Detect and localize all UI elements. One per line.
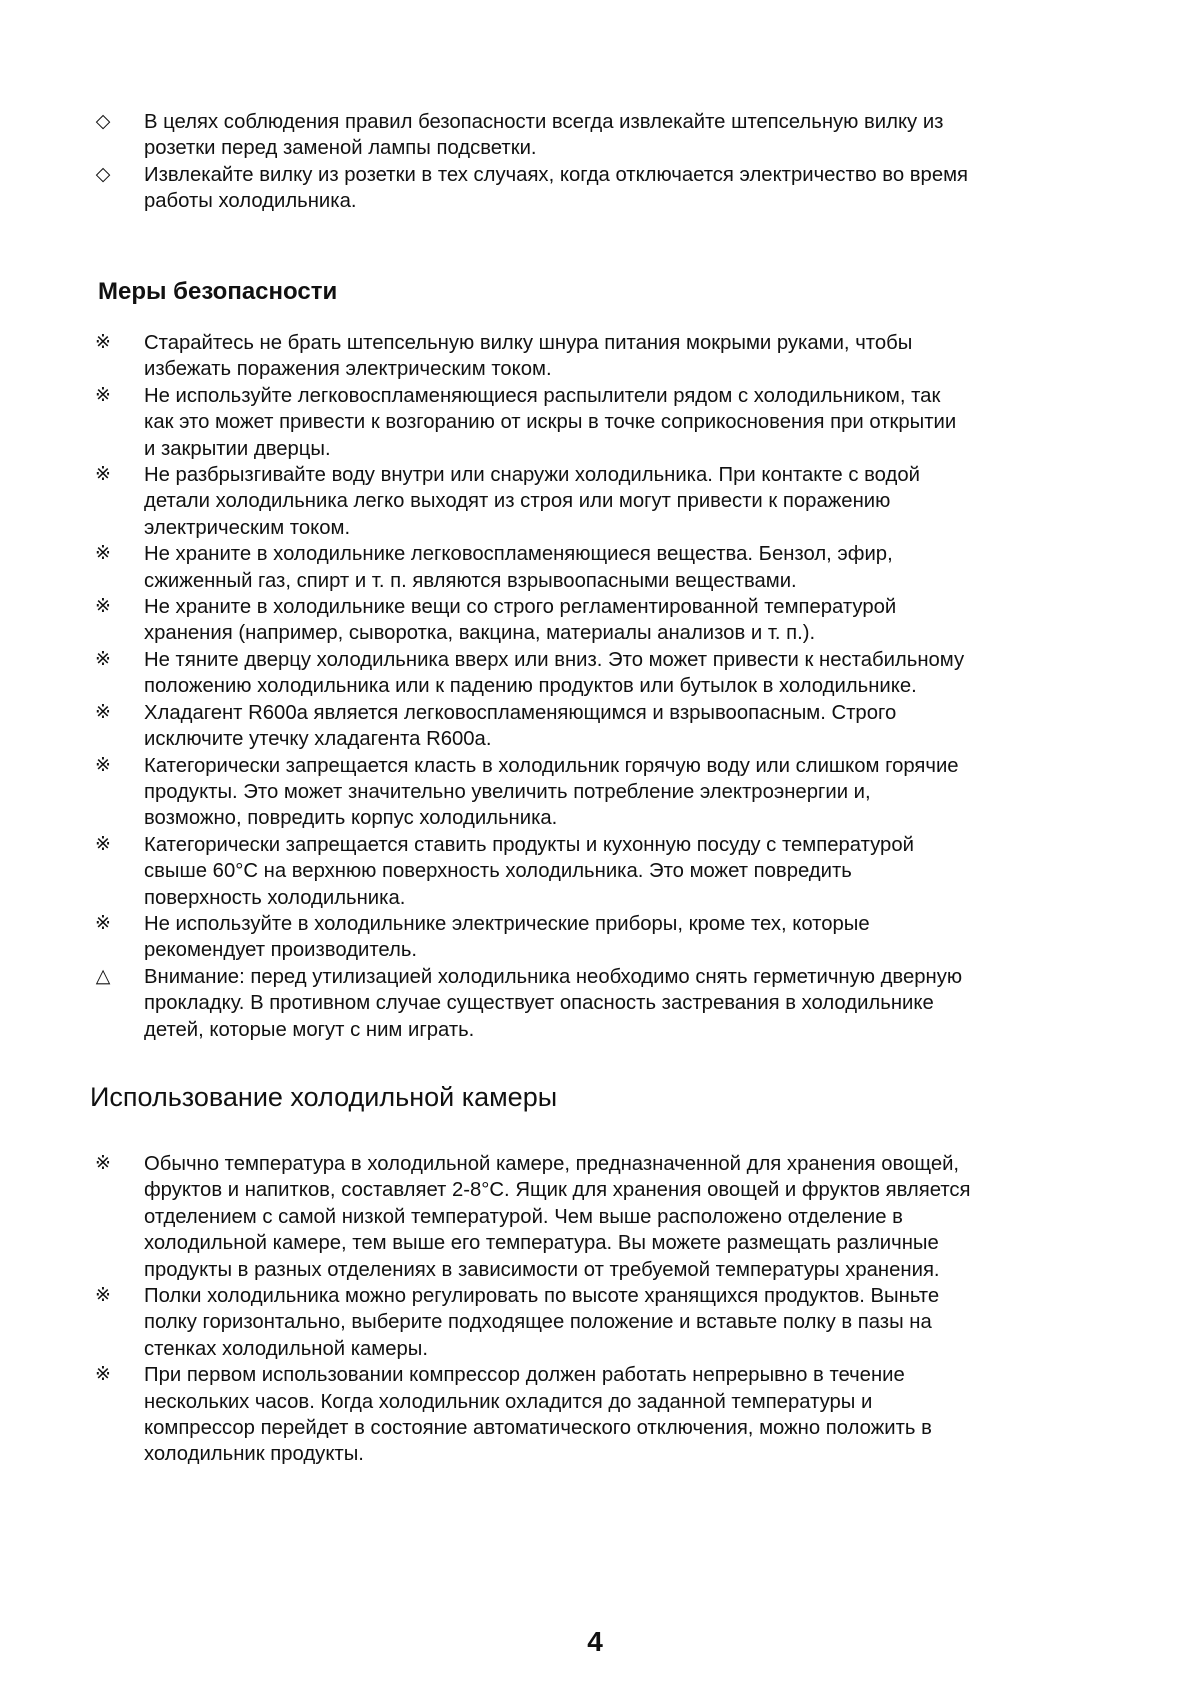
text-line: нескольких часов. Когда холодильник охладится до заданной температуры и	[144, 1390, 873, 1413]
fridge-heading: Использование холодильной камеры	[90, 1082, 558, 1112]
item-text	[144, 1151, 1190, 1283]
text-line: работы холодильника.	[144, 190, 357, 213]
reference-mark-icon: ※	[95, 464, 111, 486]
fridge-usage-list	[0, 1151, 1190, 1468]
item-text	[144, 700, 1190, 753]
item-text	[144, 1362, 1190, 1468]
reference-mark-icon: ※	[95, 833, 111, 855]
text-line: Не используйте в холодильнике электрические приборы, кроме тех, которые	[144, 912, 870, 935]
text-line: При первом использовании компрессор должен работать непрерывно в течение	[144, 1364, 905, 1387]
list-item	[0, 594, 1190, 647]
list-item	[0, 383, 1190, 462]
text-line: Не разбрызгивайте воду внутри или снаружи холодильника. При контакте с водой	[144, 464, 920, 487]
text-line: поверхность холодильника.	[144, 886, 406, 909]
item-text	[144, 1283, 1190, 1362]
warning-triangle-icon: △	[95, 965, 111, 987]
text-line: продукты в разных отделениях в зависимости от требуемой температуры хранения.	[144, 1258, 940, 1281]
safety-heading: Меры безопасности	[98, 278, 338, 305]
item-text	[144, 594, 1190, 647]
text-line: свыше 60°С на верхнюю поверхность холодильника. Это может повредить	[144, 860, 852, 883]
list-item	[0, 964, 1190, 1043]
list-item	[0, 832, 1190, 911]
diamond-bullet-icon: ◇	[95, 111, 111, 132]
item-text	[144, 911, 1190, 964]
list-item	[0, 647, 1190, 700]
list-item	[0, 1151, 1190, 1283]
text-line: Внимание: перед утилизацией холодильника необходимо снять герметичную дверную	[144, 965, 963, 988]
safety-list	[0, 330, 1190, 1043]
list-item	[0, 541, 1190, 594]
text-line: хранения (например, сыворотка, вакцина, материалы анализов и т. п.).	[144, 622, 816, 645]
reference-mark-icon: ※	[95, 912, 111, 934]
item-text	[144, 162, 1190, 215]
page-number: 4	[587, 1626, 603, 1657]
item-text	[144, 462, 1190, 541]
text-line: продукты. Это может значительно увеличить потребление электроэнергии и,	[144, 780, 871, 803]
reference-mark-icon: ※	[95, 596, 111, 618]
text-line: холодильной камере, тем выше его температура. Вы можете размещать различные	[144, 1232, 939, 1255]
text-line: Не храните в холодильнике вещи со строго регламентированной температурой	[144, 596, 897, 619]
item-text	[144, 832, 1190, 911]
list-item	[0, 109, 1190, 162]
text-line: рекомендует производитель.	[144, 939, 418, 962]
text-line: избежать поражения электрическим током.	[144, 358, 552, 381]
intro-notes	[0, 109, 1190, 215]
text-line: компрессор перейдет в состояние автоматического отключения, можно положить в	[144, 1417, 932, 1440]
text-line: Категорически запрещается ставить продукты и кухонную посуду с температурой	[144, 833, 914, 856]
text-line: прокладку. В противном случае существует опасность застревания в холодильнике	[144, 992, 934, 1015]
text-line: холодильник продукты.	[144, 1443, 364, 1466]
text-line: стенках холодильной камеры.	[144, 1337, 429, 1360]
reference-mark-icon: ※	[95, 332, 111, 353]
text-line: детали холодильника легко выходят из строя или могут привести к поражению	[144, 490, 891, 513]
text-line: полку горизонтально, выберите подходящее положение и вставьте полку в пазы на	[144, 1311, 932, 1334]
text-line: фруктов и напитков, составляет 2-8°С. Ящик для хранения овощей и фруктов является	[144, 1179, 971, 1202]
text-line: Не тяните дверцу холодильника вверх или вниз. Это может привести к нестабильному	[144, 648, 965, 671]
list-item	[0, 700, 1190, 753]
item-text	[144, 330, 1190, 383]
list-item	[0, 162, 1190, 215]
item-text	[144, 109, 1190, 162]
reference-mark-icon: ※	[95, 384, 111, 406]
text-line: Категорически запрещается класть в холодильник горячую воду или слишком горячие	[144, 754, 959, 777]
text-line: положению холодильника или к падению продуктов или бутылок в холодильнике.	[144, 675, 917, 698]
text-line: исключите утечку хладагента R600a.	[144, 728, 492, 751]
text-line: Обычно температура в холодильной камере, предназначенной для хранения овощей,	[144, 1153, 960, 1175]
text-line: отделением с самой низкой температурой. Чем выше расположено отделение в	[144, 1205, 903, 1228]
reference-mark-icon: ※	[95, 754, 111, 776]
text-line: сжиженный газ, спирт и т. п. являются взрывоопасными веществами.	[144, 569, 797, 592]
text-line: Полки холодильника можно регулировать по высоте хранящихся продуктов. Выньте	[144, 1285, 940, 1308]
item-text	[144, 964, 1190, 1043]
text-line: розетки перед заменой лампы подсветки.	[144, 137, 537, 160]
list-item	[0, 911, 1190, 964]
reference-mark-icon: ※	[95, 1285, 111, 1307]
item-text	[144, 753, 1190, 832]
reference-mark-icon: ※	[95, 543, 111, 565]
text-line: Не используйте легковоспламеняющиеся распылители рядом с холодильником, так	[144, 384, 941, 407]
reference-mark-icon: ※	[95, 648, 111, 670]
list-item	[0, 1283, 1190, 1362]
reference-mark-icon: ※	[95, 1364, 111, 1386]
reference-mark-icon: ※	[95, 1153, 111, 1174]
diamond-bullet-icon: ◇	[95, 163, 111, 185]
list-item	[0, 1362, 1190, 1468]
list-item	[0, 462, 1190, 541]
text-line: и закрытии дверцы.	[144, 437, 331, 460]
text-line: Извлекайте вилку из розетки в тех случаях, когда отключается электричество во время	[144, 163, 969, 186]
text-line: как это может привести к возгоранию от искры в точке соприкосновения при открытии	[144, 411, 957, 434]
text-line: электрическим током.	[144, 516, 351, 539]
text-line: детей, которые могут с ним играть.	[144, 1018, 475, 1041]
list-item	[0, 330, 1190, 383]
text-line: Хладагент R600a является легковоспламеняющимся и взрывоопасным. Строго	[144, 701, 897, 724]
reference-mark-icon: ※	[95, 701, 111, 723]
text-line: возможно, повредить корпус холодильника.	[144, 807, 558, 830]
item-text	[144, 383, 1190, 462]
list-item	[0, 753, 1190, 832]
text-line: Старайтесь не брать штепсельную вилку шнура питания мокрыми руками, чтобы	[144, 332, 913, 354]
text-line: Не храните в холодильнике легковоспламеняющиеся вещества. Бензол, эфир,	[144, 543, 893, 566]
text-line: В целях соблюдения правил безопасности всегда извлекайте штепсельную вилку из	[144, 111, 944, 133]
item-text	[144, 541, 1190, 594]
item-text	[144, 647, 1190, 700]
